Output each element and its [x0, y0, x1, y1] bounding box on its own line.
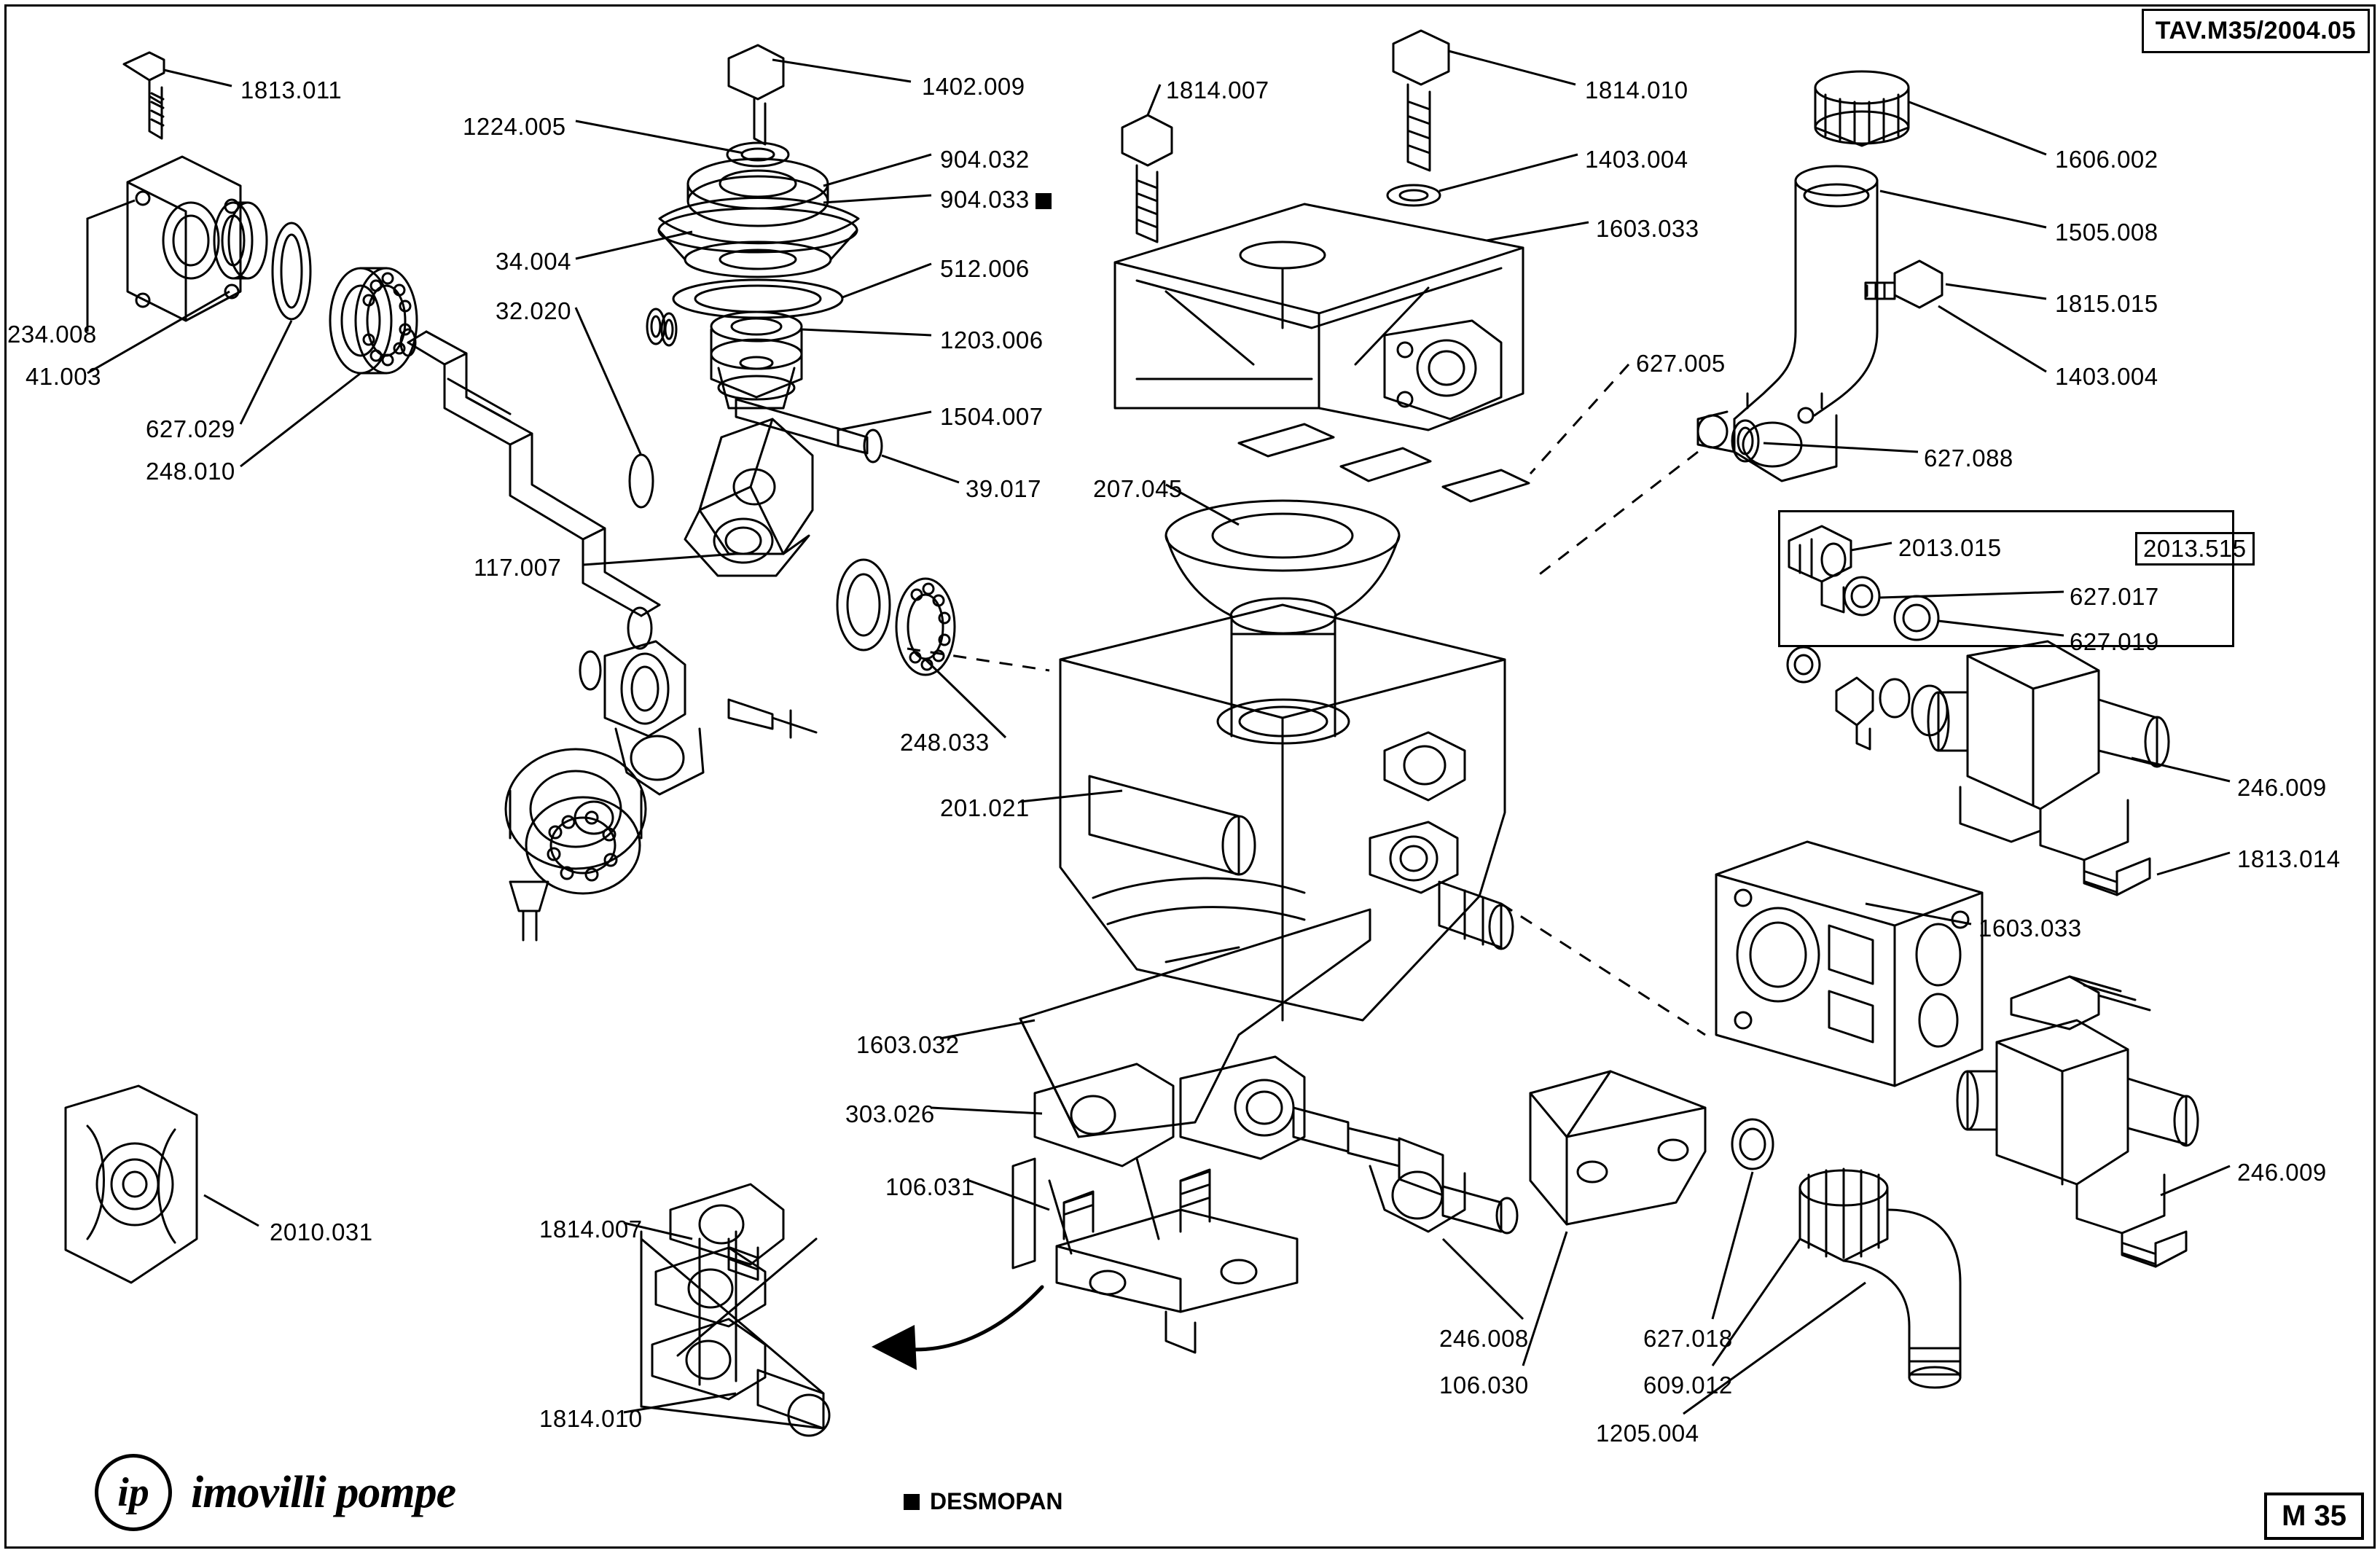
part-number-text: 248.033	[900, 729, 990, 756]
part-number-text: 1603.033	[1596, 215, 1699, 242]
sheet-code: TAV.M35/2004.05	[2142, 9, 2370, 53]
part-number-text: 2013.015	[1898, 534, 2002, 561]
part-number-text: 34.004	[496, 248, 571, 275]
part-number-text: 1815.015	[2055, 290, 2158, 317]
legend-label: DESMOPAN	[930, 1488, 1063, 1514]
part-number-text: 248.010	[146, 458, 235, 485]
part-number-text: 627.019	[2070, 628, 2159, 655]
part-number-text: 2013.515	[2143, 535, 2247, 562]
part-number-text: 1814.010	[539, 1405, 643, 1432]
part-number-text: 303.026	[845, 1100, 935, 1127]
part-label-106-031	[885, 1173, 975, 1201]
part-label-303-026	[845, 1100, 935, 1128]
part-label-117-007	[474, 554, 561, 582]
brand-logo	[95, 1454, 455, 1531]
part-label-248-033	[900, 729, 990, 756]
part-label-512-006	[940, 255, 1030, 283]
part-number-text: 1224.005	[463, 113, 566, 140]
part-label-246-009	[2237, 1159, 2327, 1186]
part-number-text: 1403.004	[1585, 146, 1688, 173]
part-label-1402-009	[922, 73, 1025, 101]
part-number-text: 627.088	[1924, 445, 2013, 472]
part-number-text: 627.005	[1636, 350, 1726, 377]
legend-desmopan	[904, 1488, 1063, 1515]
part-number-text: 2010.031	[270, 1218, 373, 1245]
part-label-1813-011	[240, 77, 342, 104]
part-number-text: 512.006	[940, 255, 1030, 282]
part-number-text: 609.012	[1643, 1372, 1733, 1399]
part-label-1815-015	[2055, 290, 2158, 318]
part-number-text: 1814.007	[539, 1216, 643, 1243]
part-number-text: 1603.032	[856, 1031, 960, 1058]
part-label-627-018	[1643, 1325, 1733, 1353]
part-label-1224-005	[463, 113, 566, 141]
part-label-904-033	[940, 186, 1052, 214]
part-label-1504-007	[940, 403, 1044, 431]
part-label-1603-033	[1596, 215, 1699, 243]
part-number-text: 32.020	[496, 297, 571, 324]
part-label-1403-004	[1585, 146, 1688, 173]
part-number-text: 201.021	[940, 794, 1030, 821]
part-number-text: 246.008	[1439, 1325, 1529, 1352]
part-number-text: 904.033	[940, 186, 1030, 213]
part-label-2010-031	[270, 1218, 373, 1246]
part-number-text: 117.007	[474, 554, 562, 581]
part-label-207-045	[1093, 475, 1183, 503]
part-number-text: 1203.006	[940, 326, 1044, 353]
part-number-text: 627.018	[1643, 1325, 1733, 1352]
part-number-text: 904.032	[940, 146, 1030, 173]
part-number-text: 1505.008	[2055, 219, 2158, 246]
part-label-1603-032	[856, 1031, 960, 1059]
logo-mark: ip	[95, 1454, 172, 1531]
part-label-246-008	[1439, 1325, 1529, 1353]
part-label-234-008	[7, 321, 97, 348]
part-number-text: 234.008	[7, 321, 97, 348]
part-number-text: 627.029	[146, 415, 235, 442]
part-number-text: 246.009	[2237, 1159, 2327, 1186]
part-number-text: 1205.004	[1596, 1420, 1699, 1447]
valve-kit-group-box	[1778, 510, 2234, 647]
part-number-text: 1814.007	[1166, 77, 1269, 103]
part-label-1603-033	[1978, 915, 2082, 942]
part-number-text: 41.003	[26, 363, 101, 390]
part-number-text: 1603.033	[1978, 915, 2082, 942]
part-label-1814-007	[1166, 77, 1269, 104]
part-label-248-010	[146, 458, 235, 485]
part-number-text: 1813.011	[240, 77, 342, 103]
part-label-1505-008	[2055, 219, 2158, 246]
part-label-1814-010	[1585, 77, 1688, 104]
brand-name: imovilli pompe	[191, 1467, 456, 1517]
part-number-text: 1403.004	[2055, 363, 2158, 390]
part-label-34-004	[496, 248, 571, 275]
part-label-39-017	[966, 475, 1041, 503]
part-label-1205-004	[1596, 1420, 1699, 1447]
part-label-32-020	[496, 297, 571, 325]
part-label-1814-007	[539, 1216, 643, 1243]
part-label-627-029	[146, 415, 235, 443]
part-label-106-030	[1439, 1372, 1529, 1399]
part-number-text: 39.017	[966, 475, 1041, 502]
part-label-627-005	[1636, 350, 1726, 378]
part-label-201-021	[940, 794, 1030, 822]
desmopan-marker-icon	[904, 1494, 920, 1510]
part-number-text: 106.030	[1439, 1372, 1529, 1399]
part-label-1203-006	[940, 326, 1044, 354]
part-label-1606-002	[2055, 146, 2158, 173]
part-number-text: 106.031	[885, 1173, 975, 1200]
part-number-text: 1814.010	[1585, 77, 1688, 103]
part-number-text: 1504.007	[940, 403, 1044, 430]
part-label-1813-014	[2237, 845, 2341, 873]
part-number-text: 1402.009	[922, 73, 1025, 100]
part-label-609-012	[1643, 1372, 1733, 1399]
part-label-246-009	[2237, 774, 2327, 802]
part-number-text: 207.045	[1093, 475, 1183, 502]
part-number-text: 246.009	[2237, 774, 2327, 801]
plate-code: M 35	[2264, 1493, 2364, 1540]
part-number-text: 1813.014	[2237, 845, 2341, 872]
part-number-text: 1606.002	[2055, 146, 2158, 173]
desmopan-marker-icon	[1036, 193, 1052, 209]
part-label-1403-004	[2055, 363, 2158, 391]
part-number-text: 627.017	[2070, 583, 2159, 610]
part-label-627-088	[1924, 445, 2013, 472]
part-label-41-003	[26, 363, 101, 391]
part-label-1814-010	[539, 1405, 643, 1433]
part-label-904-032	[940, 146, 1030, 173]
